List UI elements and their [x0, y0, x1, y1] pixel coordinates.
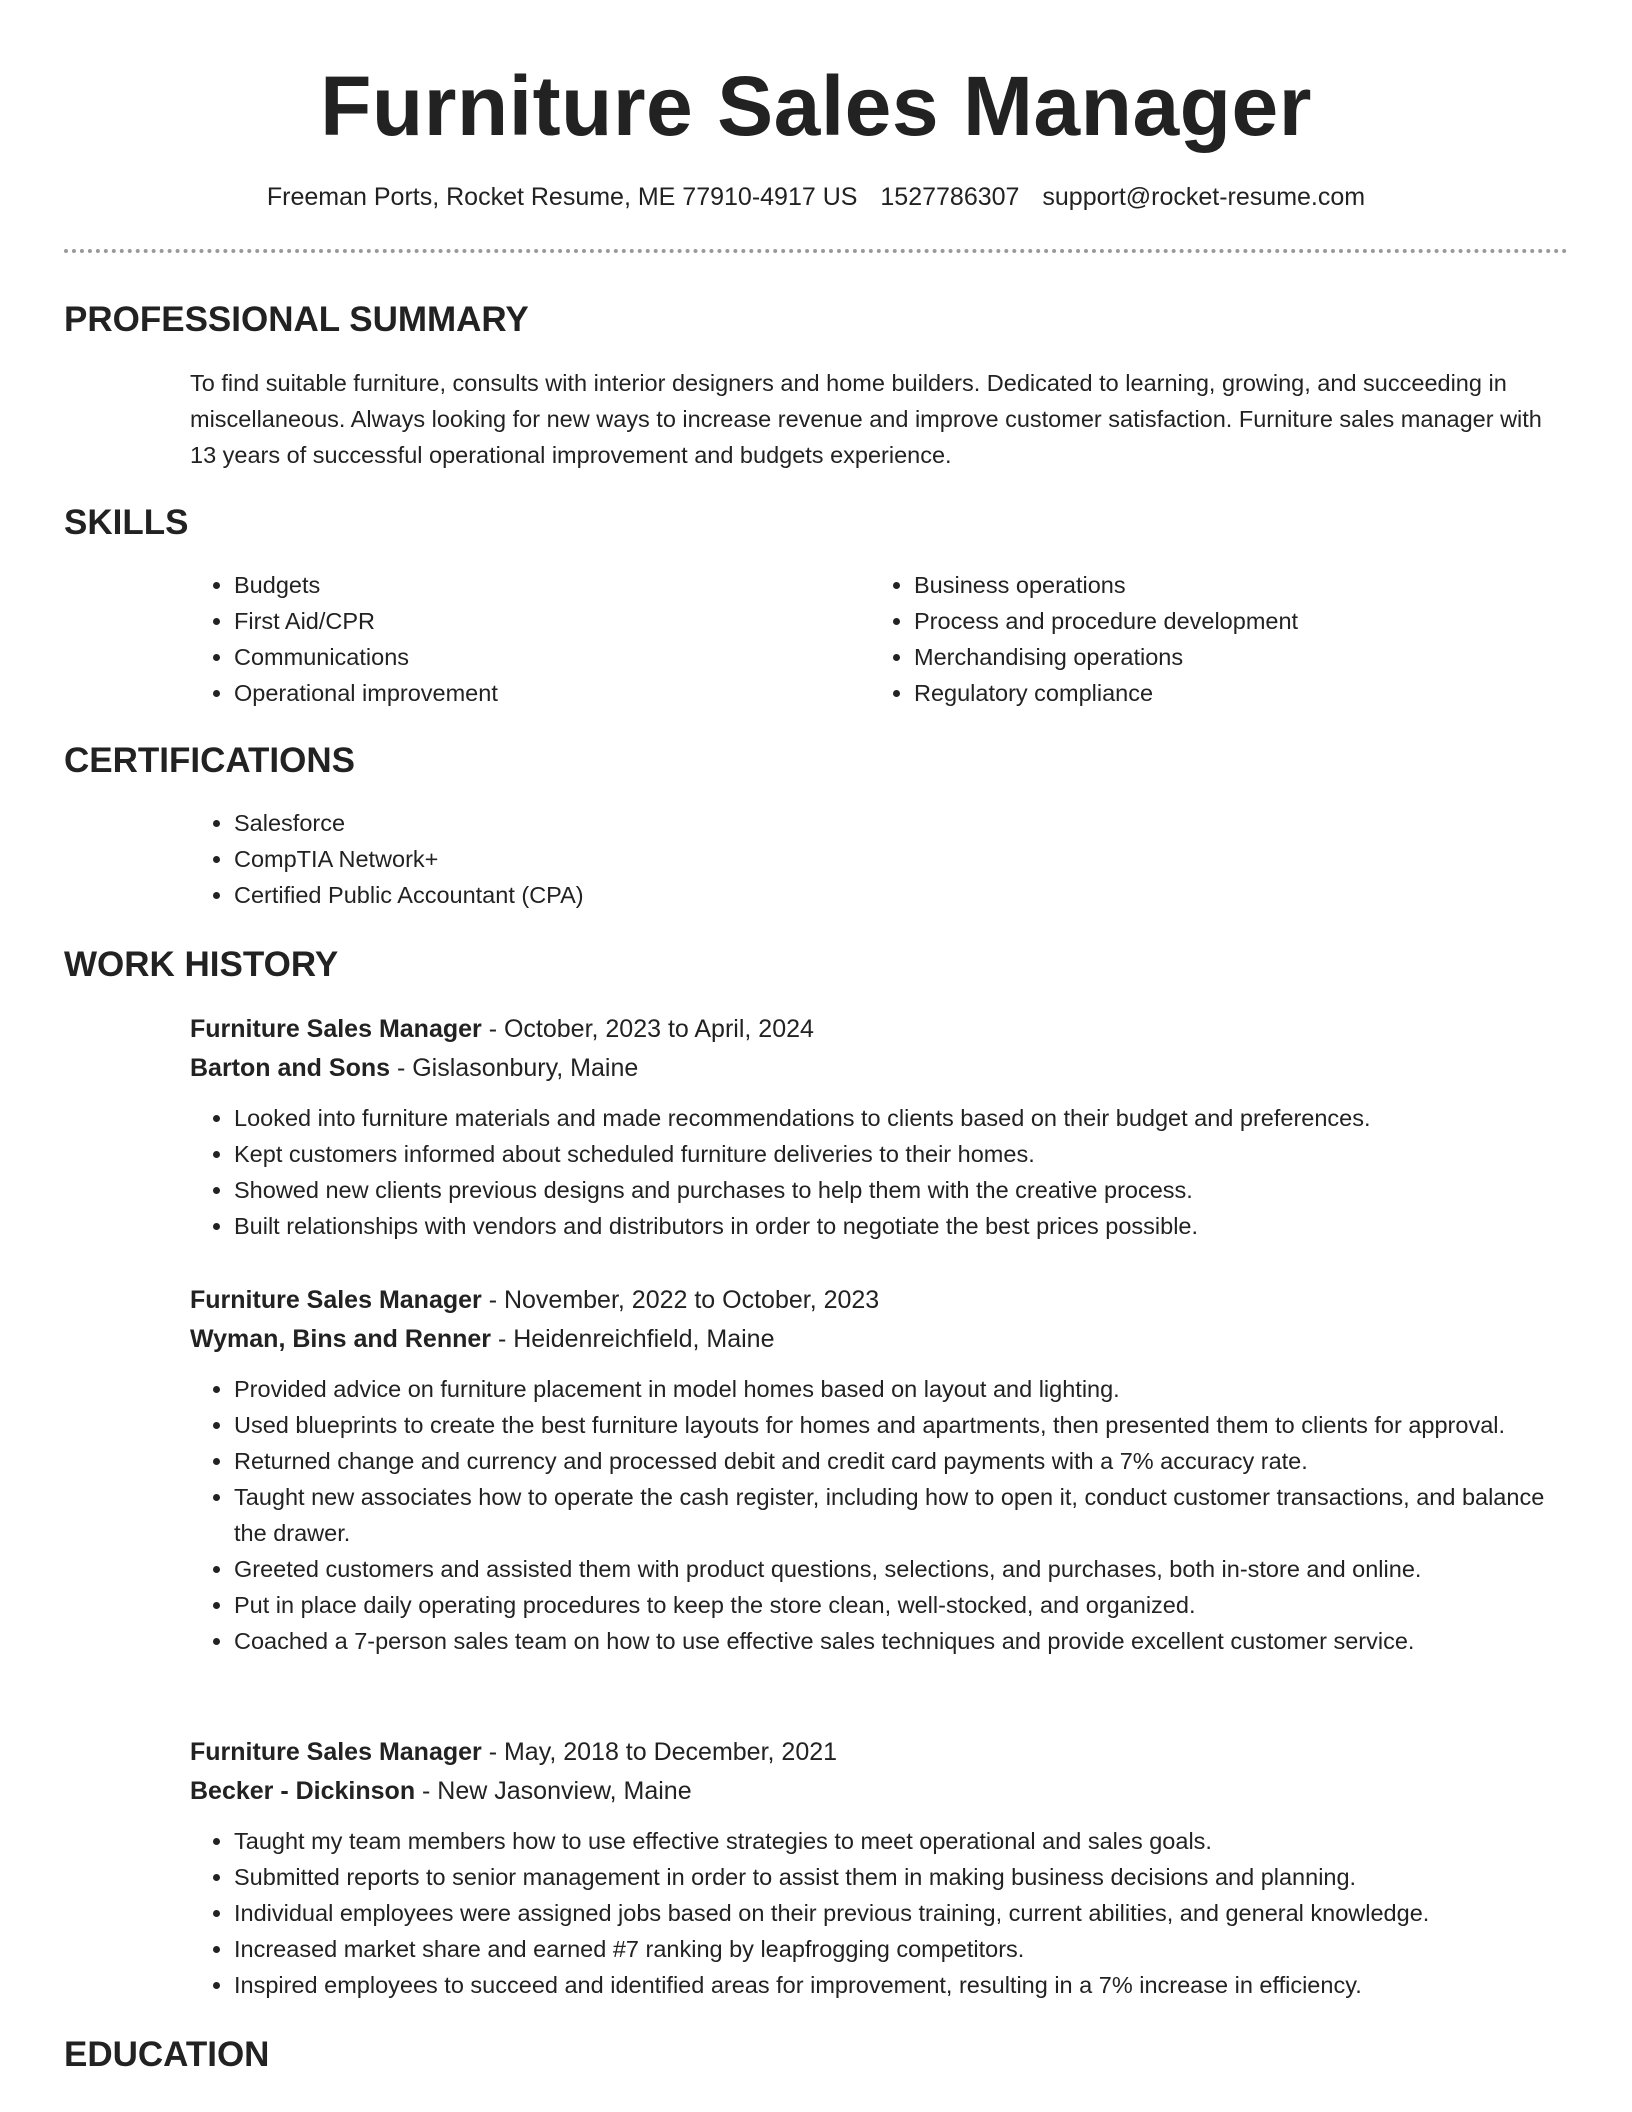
skill-item: • First Aid/CPR	[234, 603, 870, 639]
job-bullet: • Returned change and currency and processed debit and credit card payments with a 7% accuracy rate.	[234, 1443, 1568, 1479]
skill-item: • Process and procedure development	[914, 603, 1550, 639]
contact-address: Freeman Ports, Rocket Resume, ME 77910-4917 US	[266, 183, 858, 211]
skills-list-right	[870, 567, 1550, 711]
job-role: Furniture Sales Manager	[190, 1738, 482, 1766]
job-bullet: • Used blueprints to create the best furniture layouts for homes and apartments, then presented them to clients for approval.	[234, 1407, 1568, 1443]
job-bullet: • Taught my team members how to use effective strategies to meet operational and sales goals.	[234, 1823, 1568, 1859]
job-bullet: • Inspired employees to succeed and identified areas for improvement, resulting in a 7% increase in efficiency.	[234, 1967, 1568, 2003]
skill-item: • Business operations	[914, 567, 1550, 603]
summary-text: To find suitable furniture, consults with interior designers and home builders. Dedicated to learning, growing, and succeeding in miscellaneous. Always looking for new ways to increase revenue and improve customer satisfaction. Furniture sales manager with 13 years of successful operational improvement and budgets experience.	[190, 370, 1542, 468]
summary-heading: PROFESSIONAL SUMMARY	[64, 300, 529, 339]
job-role: Furniture Sales Manager	[190, 1015, 482, 1043]
job-bullet: • Looked into furniture materials and made recommendations to clients based on their budget and preferences.	[234, 1100, 1568, 1136]
job-bullet: • Put in place daily operating procedures to keep the store clean, well-stocked, and organized.	[234, 1587, 1568, 1623]
job-company: Barton and Sons	[190, 1054, 391, 1082]
certifications-list	[190, 805, 1568, 913]
job-entry	[190, 1281, 1568, 1659]
summary-section	[190, 365, 1568, 473]
resume-name: Furniture Sales Manager	[320, 59, 1312, 153]
skill-item: • Budgets	[234, 567, 870, 603]
job-bullet: • Submitted reports to senior management in order to assist them in making business decisions and planning.	[234, 1859, 1568, 1895]
job-company-line	[190, 1771, 1568, 1811]
skills-list-left	[190, 567, 870, 711]
job-title-line	[190, 1733, 1568, 1771]
job-dates: - November, 2022 to October, 2023	[481, 1286, 880, 1314]
certifications-section	[190, 805, 1568, 913]
job-title-line	[190, 1281, 1568, 1319]
job-dates: - May, 2018 to December, 2021	[481, 1738, 838, 1766]
skill-item: • Merchandising operations	[914, 639, 1550, 675]
job-entry	[190, 1733, 1568, 2003]
job-dates: - October, 2023 to April, 2024	[481, 1015, 814, 1043]
certification-item: • Salesforce	[234, 805, 1568, 841]
contact-line	[64, 180, 1568, 214]
job-company: Wyman, Bins and Renner	[190, 1325, 491, 1353]
job-bullet: • Coached a 7-person sales team on how to use effective sales techniques and provide excellent customer service.	[234, 1623, 1568, 1659]
job-location: - Heidenreichfield, Maine	[491, 1325, 775, 1353]
certifications-heading: CERTIFICATIONS	[64, 741, 356, 780]
job-bullet: • Kept customers informed about scheduled furniture deliveries to their homes.	[234, 1136, 1568, 1172]
certification-item: • Certified Public Accountant (CPA)	[234, 877, 1568, 913]
skills-heading: SKILLS	[64, 503, 189, 542]
skills-section	[190, 567, 1568, 711]
job-bullet: • Built relationships with vendors and distributors in order to negotiate the best prices possible.	[234, 1208, 1568, 1244]
job-bullet: • Greeted customers and assisted them with product questions, selections, and purchases, both in-store and online.	[234, 1551, 1568, 1587]
contact-email: support@rocket-resume.com	[1042, 183, 1366, 211]
education-heading: EDUCATION	[64, 2035, 270, 2074]
job-bullets	[190, 1823, 1568, 2003]
header-divider	[64, 249, 1568, 253]
job-bullet: • Showed new clients previous designs and purchases to help them with the creative process.	[234, 1172, 1568, 1208]
job-role: Furniture Sales Manager	[190, 1286, 482, 1314]
skill-item: • Operational improvement	[234, 675, 870, 711]
job-bullet: • Increased market share and earned #7 ranking by leapfrogging competitors.	[234, 1931, 1568, 1967]
resume-page	[64, 0, 1568, 2074]
job-entry	[190, 1010, 1568, 1244]
certification-item: • CompTIA Network+	[234, 841, 1568, 877]
job-bullet: • Provided advice on furniture placement in model homes based on layout and lighting.	[234, 1371, 1568, 1407]
job-company-line	[190, 1048, 1568, 1088]
job-company-line	[190, 1319, 1568, 1359]
job-company: Becker - Dickinson	[190, 1777, 416, 1805]
job-bullet: • Taught new associates how to operate the cash register, including how to open it, conduct customer transactions, and balance the drawer.	[234, 1479, 1568, 1551]
contact-phone: 1527786307	[880, 183, 1020, 211]
job-bullets	[190, 1100, 1568, 1244]
work-history-heading: WORK HISTORY	[64, 945, 339, 984]
job-location: - New Jasonview, Maine	[415, 1777, 692, 1805]
job-bullet: • Individual employees were assigned jobs based on their previous training, current abilities, and general knowledge.	[234, 1895, 1568, 1931]
skill-item: • Regulatory compliance	[914, 675, 1550, 711]
job-title-line	[190, 1010, 1568, 1048]
skill-item: • Communications	[234, 639, 870, 675]
job-location: - Gislasonbury, Maine	[390, 1054, 639, 1082]
job-bullets	[190, 1371, 1568, 1659]
